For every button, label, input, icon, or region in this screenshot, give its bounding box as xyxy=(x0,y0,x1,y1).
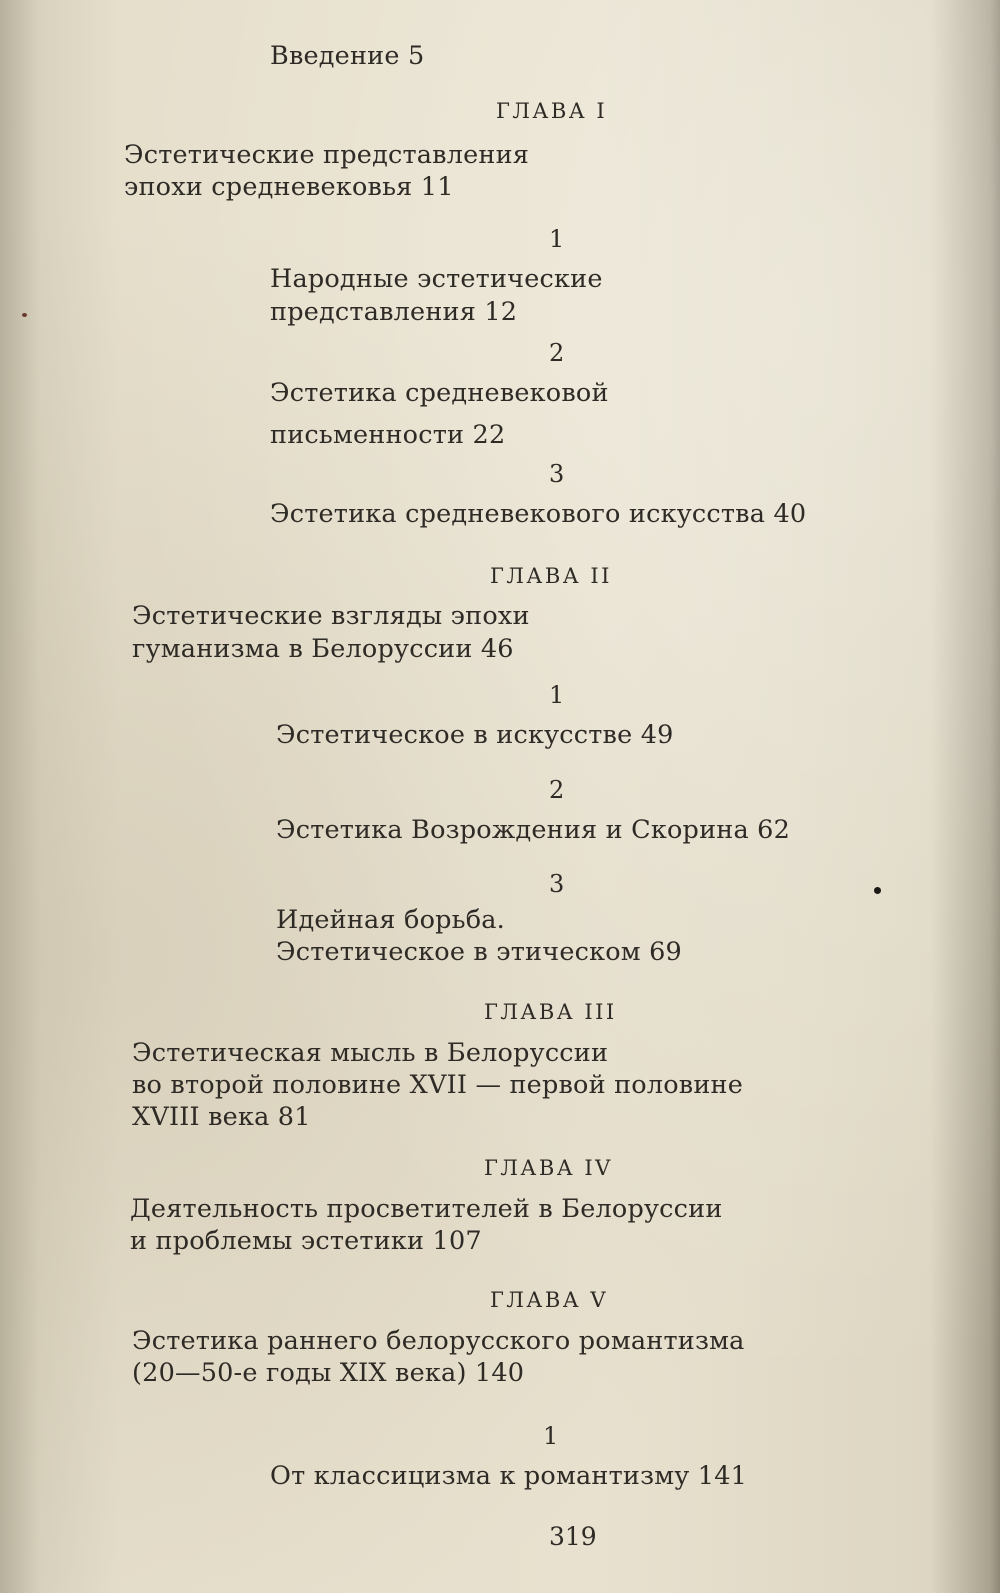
chapter-3-title-line-2: во второй половине XVII — первой половине xyxy=(132,1070,744,1100)
chapter-2-section-3-line-1: Идейная борьба. xyxy=(276,905,505,935)
chapter-2-section-3-line-2: Эстетическое в этическом 69 xyxy=(276,937,682,967)
chapter-2-section-2-number: 2 xyxy=(549,776,565,804)
chapter-1-section-3-line-1: Эстетика средневекового искусства 40 xyxy=(270,499,807,529)
page-number: 319 xyxy=(549,1522,597,1551)
chapter-2-section-1-number: 1 xyxy=(549,681,565,709)
chapter-1-section-1-line-2: представления 12 xyxy=(270,297,518,327)
chapter-1-section-2-line-1: Эстетика средневековой xyxy=(270,378,609,408)
chapter-1-section-2-number: 2 xyxy=(549,339,565,367)
chapter-2-title-line-1: Эстетические взгляды эпохи xyxy=(132,601,530,631)
chapter-1-title-line-2: эпохи средневековья 11 xyxy=(124,172,454,202)
chapter-3-heading: ГЛАВА III xyxy=(484,1000,617,1024)
chapter-2-title-line-2: гуманизма в Белоруссии 46 xyxy=(132,634,514,664)
chapter-5-title-line-1: Эстетика раннего белорусского романтизма xyxy=(132,1326,745,1356)
chapter-3-title-line-3: XVIII века 81 xyxy=(132,1102,311,1132)
ink-speck xyxy=(874,887,881,894)
chapter-4-title-line-1: Деятельность просветителей в Белоруссии xyxy=(130,1194,723,1224)
toc-intro: Введение 5 xyxy=(270,41,425,71)
chapter-1-section-2-line-2: письменности 22 xyxy=(270,420,506,450)
chapter-1-section-1-line-1: Народные эстетические xyxy=(270,264,603,294)
chapter-1-heading: ГЛАВА I xyxy=(496,99,608,123)
chapter-5-section-1-line-1: От классицизма к романтизму 141 xyxy=(270,1461,748,1491)
chapter-4-heading: ГЛАВА IV xyxy=(484,1156,613,1180)
chapter-5-title-line-2: (20—50-е годы XIX века) 140 xyxy=(132,1358,525,1388)
chapter-2-section-3-number: 3 xyxy=(549,870,565,898)
chapter-2-heading: ГЛАВА II xyxy=(490,564,612,588)
chapter-4-title-line-2: и проблемы эстетики 107 xyxy=(130,1226,482,1256)
chapter-2-section-2-line-1: Эстетика Возрождения и Скорина 62 xyxy=(276,815,791,845)
chapter-1-section-1-number: 1 xyxy=(549,225,565,253)
chapter-1-section-3-number: 3 xyxy=(549,460,565,488)
chapter-3-title-line-1: Эстетическая мысль в Белоруссии xyxy=(132,1038,609,1068)
chapter-1-title-line-1: Эстетические представления xyxy=(124,140,530,170)
ink-speck xyxy=(22,313,27,317)
chapter-5-heading: ГЛАВА V xyxy=(490,1288,609,1312)
chapter-5-section-1-number: 1 xyxy=(543,1422,559,1450)
chapter-2-section-1-line-1: Эстетическое в искусстве 49 xyxy=(276,720,674,750)
